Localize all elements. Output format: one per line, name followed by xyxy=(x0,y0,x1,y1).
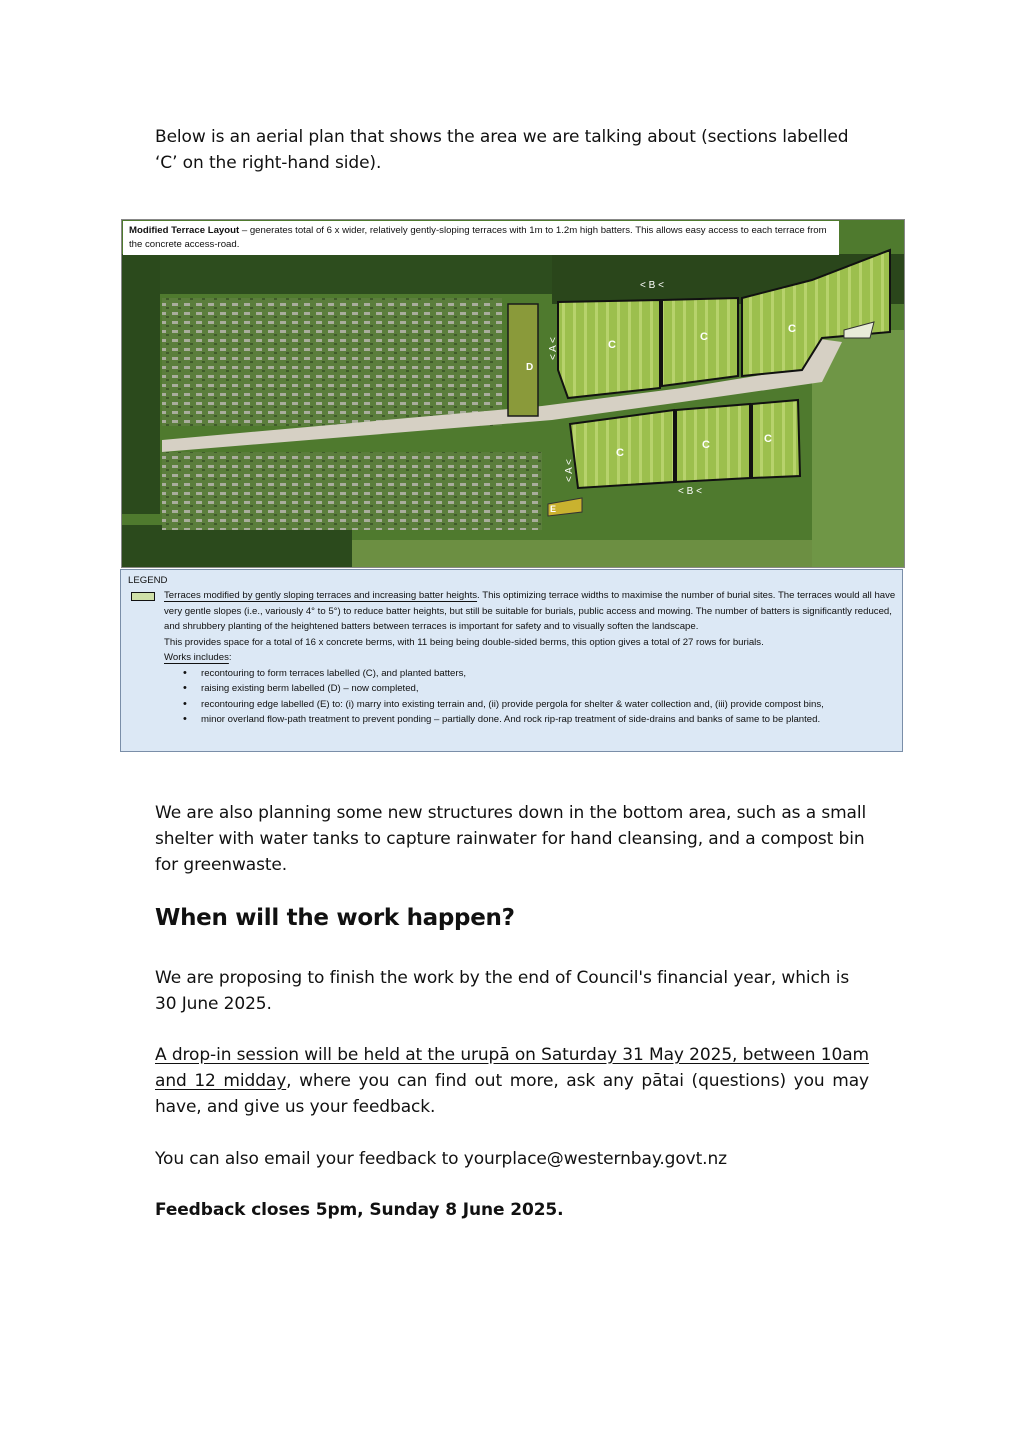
works-item: • recontouring to form terraces labelled (C), and planted batters, xyxy=(201,666,897,682)
email-paragraph: You can also email your feedback to yourplace@westernbay.govt.nz xyxy=(155,1149,727,1169)
label-c-3: C xyxy=(788,323,796,335)
works-item: • raising existing berm labelled (D) – now completed, xyxy=(201,681,897,697)
label-c-4: C xyxy=(616,447,624,459)
works-list xyxy=(164,666,897,728)
works-item: • recontouring edge labelled (E) to: (i) marry into existing terrain and, (ii) provide pergola for shelter & water collection and, (iii) provide compost bins, xyxy=(201,697,897,713)
label-d: D xyxy=(526,362,534,373)
structures-paragraph: We are also planning some new structures down in the bottom area, such as a small shelter with water tanks to capture rainwater for hand cleansing, and a compost bin for greenwaste. xyxy=(155,803,867,875)
timing-paragraph: We are proposing to finish the work by the end of Council's financial year, which is 30 June 2025. xyxy=(155,968,850,1014)
legend-space-text: This provides space for a total of 16 x concrete berms, with 11 being being double-sided berms, this option gives a total of 27 rows for burials. xyxy=(164,636,764,648)
label-c-1: C xyxy=(608,339,616,351)
dropin-session-text: A drop-in session will be held at the urupā on Saturday 31 May 2025, between 10am and 12 midday xyxy=(155,1045,869,1091)
works-item: • minor overland flow-path treatment to prevent ponding – partially done. And rock rip-rap treatment of side-drains and banks of same to be planted. xyxy=(201,712,897,728)
feedback-closing: Feedback closes 5pm, Sunday 8 June 2025. xyxy=(155,1200,564,1220)
legend-title: LEGEND xyxy=(128,575,168,586)
label-b-bottom: < B < xyxy=(678,486,702,497)
dropin-rest-text: , where you can find out more, ask any pātai (questions) you may have, and give us your feedback. xyxy=(155,1071,869,1117)
section-heading: When will the work happen? xyxy=(155,905,515,931)
label-c-5: C xyxy=(702,439,710,451)
legend-item-title: Terraces modified by gently sloping terraces and increasing batter heights xyxy=(164,590,478,601)
label-c-2: C xyxy=(700,331,708,343)
label-c-6: C xyxy=(764,433,772,445)
legend-swatch xyxy=(131,592,155,601)
aerial-plan-figure xyxy=(121,219,905,568)
label-a-bottom: < A < xyxy=(564,459,575,482)
legend-box xyxy=(120,569,903,752)
label-e: E xyxy=(550,504,557,514)
intro-paragraph: Below is an aerial plan that shows the area we are talking about (sections labelled ‘C’ on the right-hand side). xyxy=(155,127,849,173)
dropin-paragraph xyxy=(155,1042,869,1120)
legend-body xyxy=(164,588,897,728)
aerial-plan-map xyxy=(122,220,904,567)
label-a-top: < A < xyxy=(548,337,559,360)
label-b-top: < B < xyxy=(640,280,664,291)
figure-caption-title: Modified Terrace Layout xyxy=(129,225,240,236)
legend-item-text: . This optimizing terrace widths to maximise the number of burial sites. The terraces would all have very gentle slopes (i.e., variously 4° to 5°) to reduce batter heights, but still be suitable for burials, public access and mowing. The number of batters is significantly reduced, and shrubbery planting of the heightened batters between terraces is important for safety and to visually soften the landscape. xyxy=(164,590,896,632)
figure-caption xyxy=(123,221,839,255)
figure-caption-text: – generates total of 6 x wider, relatively gently-sloping terraces with 1m to 1.2m high batters. This allows easy access to each terrace from the concrete access-road. xyxy=(129,225,827,250)
legend-item xyxy=(164,588,897,635)
works-title: Works includes: xyxy=(164,652,232,663)
